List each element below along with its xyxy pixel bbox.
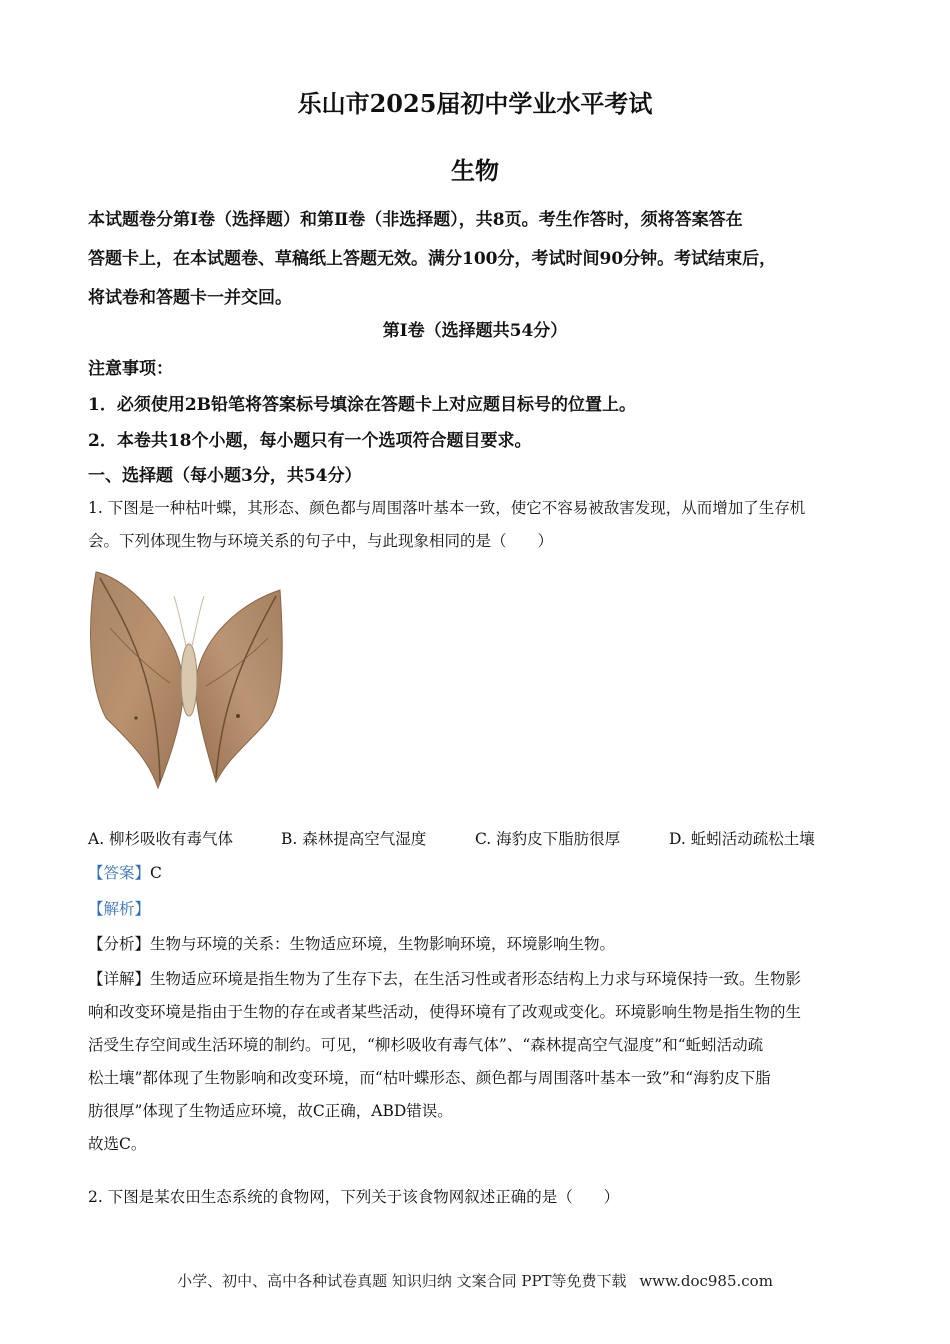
section-heading: 一、选择题（每小题3分，共54分） xyxy=(88,466,362,486)
subject-title: 生物 xyxy=(451,156,499,185)
option-d: D. 蚯蚓活动疏松土壤 xyxy=(669,830,815,848)
analysis-tag: 【解析】 xyxy=(88,900,151,918)
butterfly-image xyxy=(88,568,288,790)
footer-url[interactable]: www.doc985.com xyxy=(639,1272,773,1290)
option-a: A. 柳杉吸收有毒气体 xyxy=(88,830,234,848)
fenxi-tag: 【分析】 xyxy=(88,935,151,953)
stem-line: 1. 下图是一种枯叶蝶，其形态、颜色都与周围落叶基本一致，使它不容易被敌害发现，从而增加了生存机 xyxy=(88,499,806,517)
detail-line: 故选C。 xyxy=(88,1135,147,1153)
notice-item: 2．本卷共18个小题，每小题只有一个选项符合题目要求。 xyxy=(88,431,532,451)
option-c: C. 海豹皮下脂肪很厚 xyxy=(475,830,621,848)
detail-line: 活受生存空间或生活环境的制约。可见，“柳杉吸收有毒气体”、“森林提高空气湿度”和“蚯蚓活动疏 xyxy=(88,1036,764,1054)
question-1-stem xyxy=(88,492,863,558)
part1-title: 第Ⅰ卷（选择题共54分） xyxy=(382,321,568,341)
stem-line: 会。下列体现生物与环境关系的句子中，与此现象相同的是（ ） xyxy=(88,532,554,550)
notice-heading: 注意事项： xyxy=(88,359,173,379)
intro-paragraph xyxy=(88,201,863,318)
question-2-stem: 2. 下图是某农田生态系统的食物网，下列关于该食物网叙述正确的是（ ） xyxy=(88,1188,620,1206)
intro-line: 将试卷和答题卡一并交回。 xyxy=(88,288,292,308)
detail-line xyxy=(88,963,868,996)
detail-line: 响和改变环境是指由于生物的存在或者某些活动，使得环境有了改观或变化。环境影响生物是指生物的生 xyxy=(88,1003,802,1021)
page-footer xyxy=(0,1270,950,1291)
answer-tag: 【答案】 xyxy=(88,864,151,882)
detail-paragraph xyxy=(88,963,868,1161)
fenxi-line xyxy=(88,928,868,961)
detail-text: 生物适应环境是指生物为了生存下去，在生活习性或者形态结构上力求与环境保持一致。生物影 xyxy=(150,970,802,988)
option-b: B. 森林提高空气湿度 xyxy=(281,830,427,848)
exam-title: 乐山市2025届初中学业水平考试 xyxy=(297,89,653,118)
detail-line: 肪很厚”体现了生物适应环境，故C正确，ABD错误。 xyxy=(88,1102,453,1120)
notice-item: 1．必须使用2B铅笔将答案标号填涂在答题卡上对应题目标号的位置上。 xyxy=(88,395,637,415)
detail-line: 松土壤”都体现了生物影响和改变环境，而“枯叶蝶形态、颜色都与周围落叶基本一致”和“海豹皮下脂 xyxy=(88,1069,771,1087)
answer-line xyxy=(88,857,868,890)
detail-tag: 【详解】 xyxy=(88,970,151,988)
answer-value: C xyxy=(150,864,162,882)
footer-text: 小学、初中、高中各种试卷真题 知识归纳 文案合同 PPT等免费下载 xyxy=(177,1272,627,1290)
intro-line: 答题卡上，在本试题卷、草稿纸上答题无效。满分100分，考试时间90分钟。考试结束后， xyxy=(88,249,777,269)
fenxi-text: 生物与环境的关系：生物适应环境，生物影响环境，环境影响生物。 xyxy=(150,935,616,953)
intro-line: 本试题卷分第Ⅰ卷（选择题）和第Ⅱ卷（非选择题），共8页。考生作答时，须将答案答在 xyxy=(88,210,743,230)
